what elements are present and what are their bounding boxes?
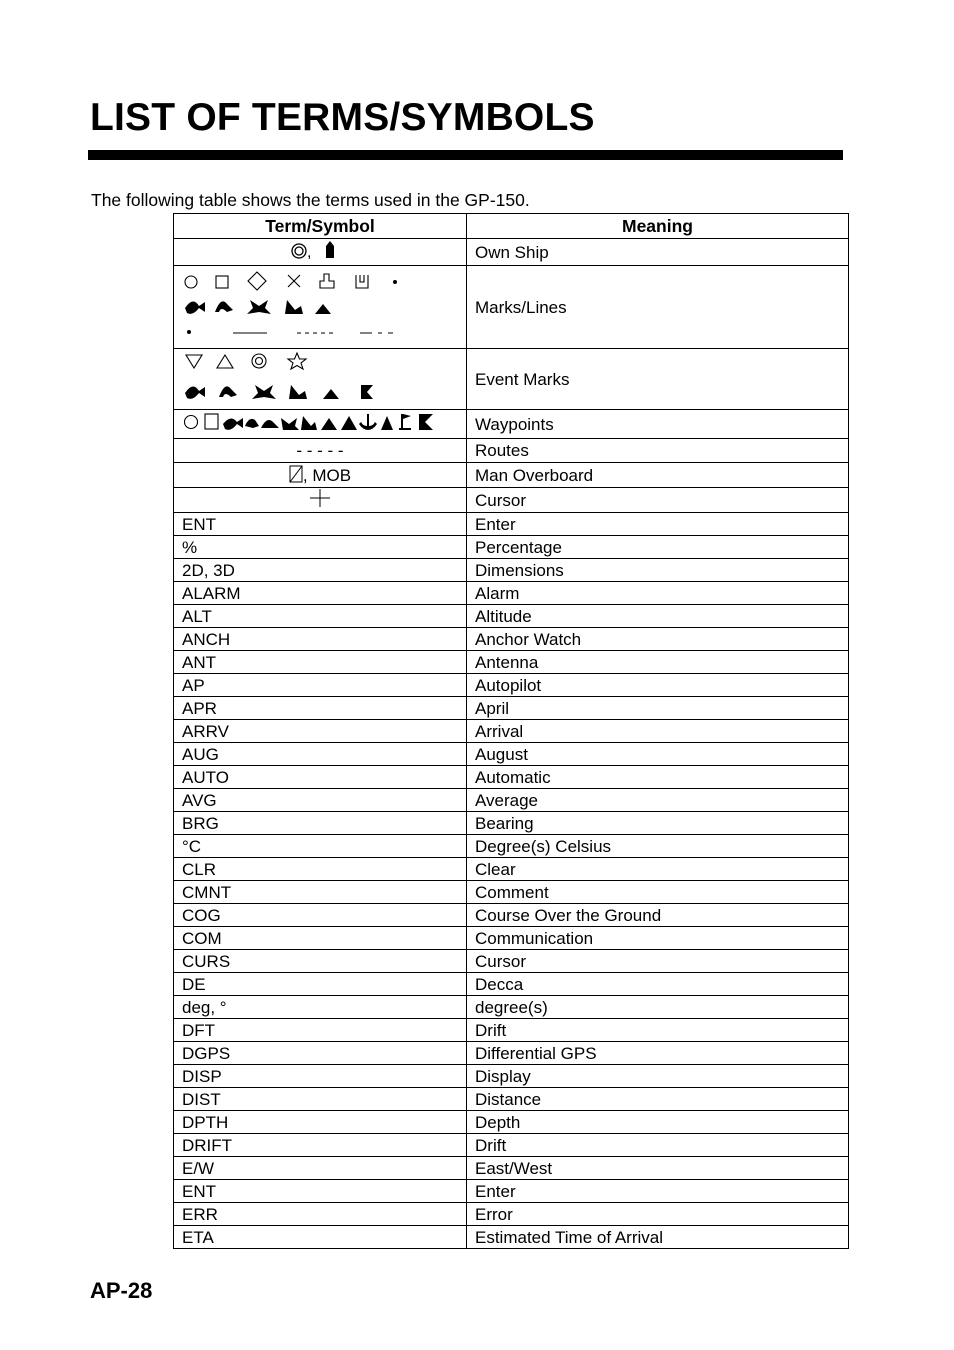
page-title: LIST OF TERMS/SYMBOLS bbox=[90, 96, 595, 139]
fish-mark-icon bbox=[185, 386, 205, 398]
wreck-mark-icon bbox=[315, 296, 331, 314]
meaning-cell: Waypoints bbox=[467, 410, 849, 439]
term-cell: °C bbox=[174, 835, 467, 858]
meaning-cell: Drift bbox=[467, 1019, 849, 1042]
meaning-cell: Display bbox=[467, 1065, 849, 1088]
intro-text: The following table shows the terms used in the GP-150. bbox=[91, 190, 530, 210]
fish-mark-icon bbox=[185, 301, 205, 313]
fish-mark-icon bbox=[223, 418, 243, 430]
term-cell: APR bbox=[174, 697, 467, 720]
term-cell: 2D, 3D bbox=[174, 559, 467, 582]
term-cell: DFT bbox=[174, 1019, 467, 1042]
table-row bbox=[174, 349, 849, 410]
symbol-cell bbox=[174, 410, 467, 439]
term-cell: DISP bbox=[174, 1065, 467, 1088]
anchor-icon bbox=[359, 414, 377, 430]
seaweed-mark-icon bbox=[285, 300, 303, 314]
meaning-cell: August bbox=[467, 743, 849, 766]
double-circle-icon bbox=[252, 354, 266, 368]
cursor-cross-icon bbox=[309, 488, 331, 508]
term-cell: ALARM bbox=[174, 582, 467, 605]
table-row bbox=[174, 1226, 849, 1249]
table-row bbox=[174, 628, 849, 651]
meaning-cell: Course Over the Ground bbox=[467, 904, 849, 927]
meaning-cell: Enter bbox=[467, 1180, 849, 1203]
term-cell: - - - - - bbox=[174, 439, 467, 463]
table-row bbox=[174, 651, 849, 674]
term-cell: DE bbox=[174, 973, 467, 996]
term-cell bbox=[174, 463, 467, 488]
term-cell: DPTH bbox=[174, 1111, 467, 1134]
table-row bbox=[174, 881, 849, 904]
mob-label: , MOB bbox=[302, 466, 352, 485]
table-row bbox=[174, 812, 849, 835]
header-term: Term/Symbol bbox=[174, 214, 467, 239]
meaning-cell: Error bbox=[467, 1203, 849, 1226]
term-cell: AVG bbox=[174, 789, 467, 812]
buoy-mark-icon bbox=[320, 274, 334, 288]
table-row bbox=[174, 743, 849, 766]
table-row bbox=[174, 266, 849, 349]
table-row bbox=[174, 697, 849, 720]
meaning-cell: Cursor bbox=[467, 950, 849, 973]
table-row bbox=[174, 559, 849, 582]
meaning-cell: Cursor bbox=[467, 488, 849, 513]
own-ship-symbols bbox=[285, 239, 355, 261]
term-cell: CLR bbox=[174, 858, 467, 881]
table-row bbox=[174, 1088, 849, 1111]
term-cell: DRIFT bbox=[174, 1134, 467, 1157]
term-cell: BRG bbox=[174, 812, 467, 835]
header-meaning: Meaning bbox=[467, 214, 849, 239]
basket-mark-icon bbox=[356, 275, 368, 288]
meaning-cell: Routes bbox=[467, 439, 849, 463]
title-rule bbox=[88, 150, 843, 160]
term-cell: DIST bbox=[174, 1088, 467, 1111]
waypoint-symbols bbox=[175, 410, 465, 434]
marks-lines-symbols bbox=[175, 266, 465, 344]
square-mark-icon bbox=[205, 414, 218, 429]
meaning-cell: Comment bbox=[467, 881, 849, 904]
meaning-cell: Arrival bbox=[467, 720, 849, 743]
event-marks-symbols bbox=[175, 349, 465, 405]
svg-text:,: , bbox=[307, 244, 312, 261]
table-row bbox=[174, 950, 849, 973]
term-cell: CURS bbox=[174, 950, 467, 973]
symbol-cell bbox=[174, 239, 467, 266]
table-row bbox=[174, 239, 849, 266]
circle-mark-icon bbox=[185, 276, 197, 288]
triangle-down-icon bbox=[186, 355, 202, 368]
seaweed-mark-icon bbox=[289, 385, 307, 399]
term-cell: ENT bbox=[174, 513, 467, 536]
table-row bbox=[174, 605, 849, 628]
table-row bbox=[174, 1203, 849, 1226]
table-row bbox=[174, 674, 849, 697]
meaning-cell: Altitude bbox=[467, 605, 849, 628]
meaning-cell: Degree(s) Celsius bbox=[467, 835, 849, 858]
table-row bbox=[174, 582, 849, 605]
symbol-cell bbox=[174, 488, 467, 513]
table-row bbox=[174, 463, 849, 488]
table-row bbox=[174, 904, 849, 927]
crab-mark-icon bbox=[247, 300, 271, 314]
meaning-cell: Distance bbox=[467, 1088, 849, 1111]
dot-mark-icon bbox=[393, 280, 397, 284]
term-cell: deg, ° bbox=[174, 996, 467, 1019]
table-row bbox=[174, 1019, 849, 1042]
table-row bbox=[174, 536, 849, 559]
meaning-cell: Differential GPS bbox=[467, 1042, 849, 1065]
terms-table bbox=[173, 213, 849, 1249]
meaning-cell: Alarm bbox=[467, 582, 849, 605]
meaning-cell: Enter bbox=[467, 513, 849, 536]
meaning-cell: Percentage bbox=[467, 536, 849, 559]
symbol-cell bbox=[174, 349, 467, 410]
table-row bbox=[174, 973, 849, 996]
own-ship-boat-icon bbox=[326, 241, 334, 258]
table-row bbox=[174, 766, 849, 789]
page-number: AP-28 bbox=[90, 1278, 153, 1303]
diamond-mark-icon bbox=[248, 272, 266, 290]
table-row bbox=[174, 835, 849, 858]
triangle-up-icon bbox=[217, 355, 233, 368]
term-cell: DGPS bbox=[174, 1042, 467, 1065]
meaning-cell: Average bbox=[467, 789, 849, 812]
meaning-cell: Bearing bbox=[467, 812, 849, 835]
term-cell: COG bbox=[174, 904, 467, 927]
wreck-mark-icon bbox=[323, 383, 339, 399]
table-row bbox=[174, 439, 849, 463]
term-cell: AUG bbox=[174, 743, 467, 766]
table-row bbox=[174, 1065, 849, 1088]
own-ship-circle-icon bbox=[292, 244, 306, 258]
meaning-cell: Own Ship bbox=[467, 239, 849, 266]
table-row bbox=[174, 513, 849, 536]
table-header-row bbox=[174, 214, 849, 239]
table-row bbox=[174, 1111, 849, 1134]
table-row bbox=[174, 789, 849, 812]
cross-mark-icon bbox=[288, 275, 300, 287]
table-row bbox=[174, 858, 849, 881]
meaning-cell: degree(s) bbox=[467, 996, 849, 1019]
flag-mark-icon bbox=[419, 414, 433, 430]
term-cell: ANT bbox=[174, 651, 467, 674]
table-row bbox=[174, 1042, 849, 1065]
term-rows bbox=[174, 513, 849, 1249]
table-row bbox=[174, 410, 849, 439]
term-cell: % bbox=[174, 536, 467, 559]
meaning-cell: East/West bbox=[467, 1157, 849, 1180]
bird-mark-icon bbox=[215, 301, 233, 312]
table-row bbox=[174, 488, 849, 513]
mob-box-icon bbox=[289, 465, 303, 483]
meaning-cell: Depth bbox=[467, 1111, 849, 1134]
table-row bbox=[174, 1157, 849, 1180]
crab-mark-icon bbox=[252, 385, 276, 399]
circle-mark-icon bbox=[185, 416, 198, 429]
meaning-cell: Drift bbox=[467, 1134, 849, 1157]
meaning-cell: Man Overboard bbox=[467, 463, 849, 488]
term-cell: E/W bbox=[174, 1157, 467, 1180]
term-cell: ENT bbox=[174, 1180, 467, 1203]
meaning-cell: Event Marks bbox=[467, 349, 849, 410]
meaning-cell: Decca bbox=[467, 973, 849, 996]
flag-mark-icon bbox=[361, 385, 373, 399]
term-cell: ALT bbox=[174, 605, 467, 628]
term-cell: COM bbox=[174, 927, 467, 950]
meaning-cell: Dimensions bbox=[467, 559, 849, 582]
meaning-cell: Anchor Watch bbox=[467, 628, 849, 651]
meaning-cell: Estimated Time of Arrival bbox=[467, 1226, 849, 1249]
meaning-cell: Antenna bbox=[467, 651, 849, 674]
meaning-cell: Clear bbox=[467, 858, 849, 881]
term-cell: CMNT bbox=[174, 881, 467, 904]
table-row bbox=[174, 996, 849, 1019]
term-cell: AP bbox=[174, 674, 467, 697]
term-cell: ETA bbox=[174, 1226, 467, 1249]
term-cell: ERR bbox=[174, 1203, 467, 1226]
symbol-cell bbox=[174, 266, 467, 349]
table-row bbox=[174, 927, 849, 950]
star-icon bbox=[288, 353, 306, 369]
meaning-cell: Marks/Lines bbox=[467, 266, 849, 349]
term-cell: ANCH bbox=[174, 628, 467, 651]
table-row bbox=[174, 1134, 849, 1157]
meaning-cell: Communication bbox=[467, 927, 849, 950]
table-row bbox=[174, 1180, 849, 1203]
square-mark-icon bbox=[216, 276, 228, 288]
meaning-cell: Automatic bbox=[467, 766, 849, 789]
bird-mark-icon bbox=[219, 386, 237, 397]
term-cell: ARRV bbox=[174, 720, 467, 743]
meaning-cell: Autopilot bbox=[467, 674, 849, 697]
term-cell: AUTO bbox=[174, 766, 467, 789]
table-row bbox=[174, 720, 849, 743]
meaning-cell: April bbox=[467, 697, 849, 720]
